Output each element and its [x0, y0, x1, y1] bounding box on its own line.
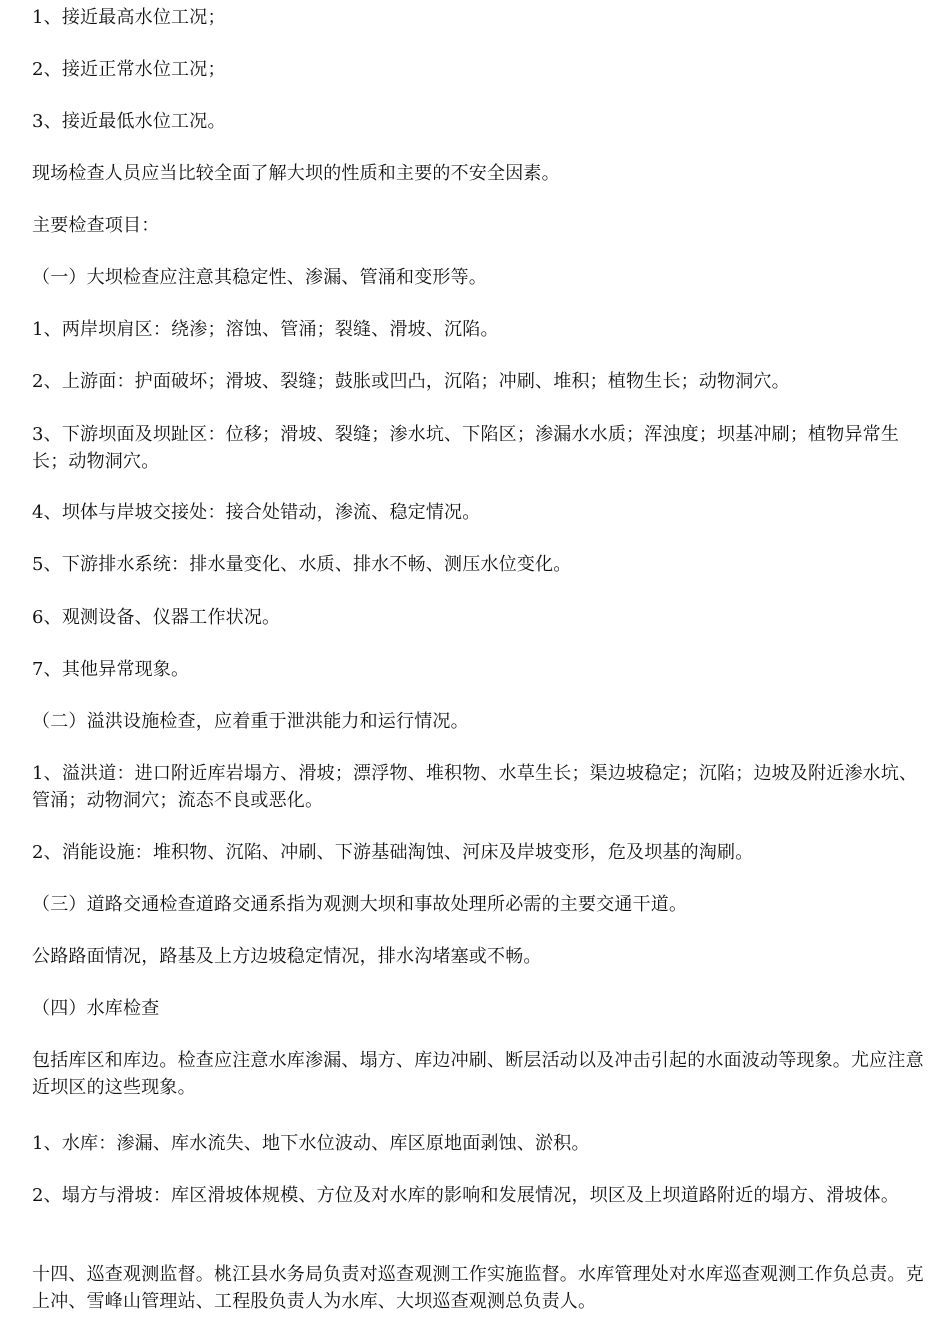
paragraph-dam-item-7: 7、其他异常现象。 — [32, 659, 190, 680]
paragraph-inspector-requirement: 现场检查人员应当比较全面了解大坝的性质和主要的不安全因素。 — [32, 163, 560, 184]
paragraph-section-reservoir-heading: （四）水库检查 — [32, 998, 160, 1019]
paragraph-section-road-heading: （三）道路交通检查道路交通系指为观测大坝和事故处理所必需的主要交通干道。 — [32, 894, 688, 915]
paragraph-condition-normal-level: 2、接近正常水位工况； — [32, 59, 226, 80]
paragraph-condition-highest-level: 1、接近最高水位工况； — [32, 7, 226, 28]
paragraph-supervision: 十四、巡查观测监督。桃江县水务局负责对巡查观测工作实施监督。水库管理处对水库巡查观测工作负总责。克上冲、雪峰山管理站、工程股负责人为水库、大坝巡查观测总负责人。 — [32, 1264, 924, 1312]
paragraph-reservoir-item-2: 2、塌方与滑坡：库区滑坡体规模、方位及对水库的影响和发展情况，坝区及上坝道路附近的塌方、滑坡体。 — [32, 1185, 900, 1206]
paragraph-reservoir-item-1: 1、水库：渗漏、库水流失、地下水位波动、库区原地面剥蚀、淤积。 — [32, 1133, 590, 1154]
paragraph-dam-item-3: 3、下游坝面及坝趾区：位移；滑坡、裂缝；渗水坑、下陷区；渗漏水水质；浑浊度；坝基冲刷；植物异常生长；动物洞穴。 — [32, 424, 900, 472]
paragraph-dam-item-6: 6、观测设备、仪器工作状况。 — [32, 607, 281, 628]
paragraph-road-detail: 公路路面情况，路基及上方边坡稳定情况，排水沟堵塞或不畅。 — [32, 946, 542, 967]
paragraph-dam-item-5: 5、下游排水系统：排水量变化、水质、排水不畅、测压水位变化。 — [32, 554, 572, 575]
paragraph-section-dam-heading: （一）大坝检查应注意其稳定性、渗漏、管涌和变形等。 — [32, 267, 487, 288]
paragraph-condition-lowest-level: 3、接近最低水位工况。 — [32, 111, 226, 132]
paragraph-spillway-item-1: 1、溢洪道：进口附近库岩塌方、滑坡；漂浮物、堆积物、水草生长；渠边坡稳定；沉陷；边坡及附近渗水坑、管涌；动物洞穴；流态不良或恶化。 — [32, 763, 918, 811]
paragraph-dam-item-1: 1、两岸坝肩区：绕渗；溶蚀、管涌；裂缝、滑坡、沉陷。 — [32, 319, 499, 340]
paragraph-spillway-item-2: 2、消能设施：堆积物、沉陷、冲刷、下游基础淘蚀、河床及岸坡变形，危及坝基的淘刷。 — [32, 842, 754, 863]
paragraph-dam-item-4: 4、坝体与岸坡交接处：接合处错动，渗流、稳定情况。 — [32, 502, 481, 523]
paragraph-reservoir-scope: 包括库区和库边。检查应注意水库渗漏、塌方、库边冲刷、断层活动以及冲击引起的水面波动等现象。尤应注意近坝区的这些现象。 — [32, 1050, 924, 1098]
paragraph-dam-item-2: 2、上游面：护面破坏；滑坡、裂缝；鼓胀或凹凸，沉陷；冲刷、堆积；植物生长；动物洞穴。 — [32, 371, 790, 392]
paragraph-section-spillway-heading: （二）溢洪设施检查，应着重于泄洪能力和运行情况。 — [32, 711, 469, 732]
paragraph-main-items-heading: 主要检查项目： — [32, 215, 160, 236]
